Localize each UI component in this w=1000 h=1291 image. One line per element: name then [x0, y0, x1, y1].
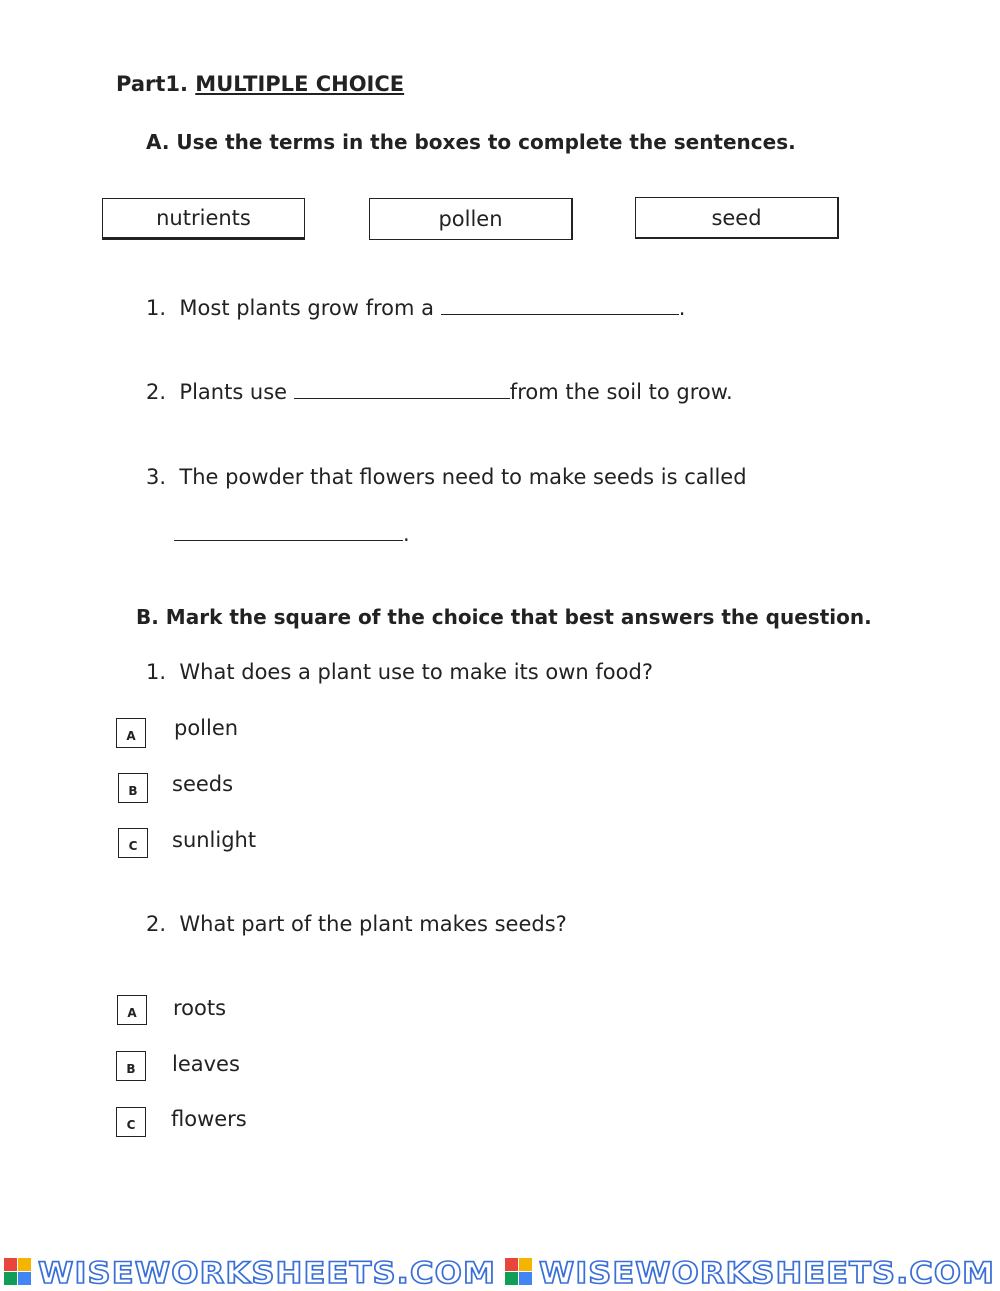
question-1 [146, 660, 653, 684]
choice-a-checkbox[interactable] [116, 718, 146, 748]
answer-blank[interactable] [441, 296, 679, 315]
choice-c-checkbox[interactable] [118, 828, 148, 858]
choice-letter: C [126, 1118, 136, 1132]
item-number: 3. [146, 465, 167, 489]
watermark-text: WISEWORKSHEETS.COM [38, 1256, 496, 1290]
logo-icon [505, 1258, 532, 1285]
sentence-item-2 [146, 380, 733, 404]
choice-c-text: flowers [171, 1107, 247, 1131]
question-text: What part of the plant makes seeds? [179, 912, 567, 936]
section-b-title: B. Mark the square of the choice that best answers the question. [136, 605, 872, 629]
term-label: pollen [438, 207, 503, 231]
logo-icon [4, 1258, 31, 1285]
choice-b-text: leaves [172, 1052, 240, 1076]
choice-c-text: sunlight [172, 828, 257, 852]
term-label: nutrients [156, 206, 251, 230]
choice-a-text: roots [173, 996, 227, 1020]
choice-letter: B [128, 784, 138, 798]
item-text-after: . [403, 522, 410, 546]
choice-b-checkbox[interactable] [118, 773, 148, 803]
item-text-after: from the soil to grow. [509, 380, 733, 404]
item-number: 1. [146, 296, 167, 320]
question-number: 2. [146, 912, 167, 936]
choice-letter: C [128, 839, 138, 853]
choice-a-text: pollen [174, 716, 239, 740]
section-a-title: A. Use the terms in the boxes to complete the sentences. [146, 130, 796, 154]
item-text-before: The powder that flowers need to make seeds is called [179, 465, 747, 489]
choice-letter: B [126, 1062, 136, 1076]
item-text-before: Most plants grow from a [179, 296, 435, 320]
choice-letter: A [126, 729, 136, 743]
choice-a-checkbox[interactable] [117, 995, 147, 1025]
question-text: What does a plant use to make its own food? [179, 660, 653, 684]
choice-b-checkbox[interactable] [116, 1051, 146, 1081]
item-text-before: Plants use [179, 380, 288, 404]
watermark-text: WISEWORKSHEETS.COM [539, 1256, 995, 1290]
term-label: seed [711, 205, 762, 230]
term-box-nutrients[interactable] [102, 198, 305, 240]
choice-letter: A [127, 1006, 137, 1020]
term-box-pollen[interactable] [369, 198, 573, 240]
item-number: 2. [146, 380, 167, 404]
choice-c-checkbox[interactable] [116, 1107, 146, 1137]
sentence-item-3-continued [174, 522, 410, 546]
question-number: 1. [146, 660, 167, 684]
question-2 [146, 912, 567, 936]
part-label: Part1. [116, 72, 188, 96]
answer-blank[interactable] [174, 522, 403, 541]
choice-b-text: seeds [172, 772, 234, 796]
sentence-item-3 [146, 465, 747, 489]
part-title: MULTIPLE CHOICE [195, 72, 405, 96]
watermark-banner [0, 1252, 1000, 1291]
item-text-after: . [678, 296, 686, 320]
sentence-item-1 [146, 296, 685, 320]
answer-blank[interactable] [294, 380, 510, 399]
part-heading [116, 72, 404, 96]
term-box-seed[interactable] [635, 197, 839, 239]
